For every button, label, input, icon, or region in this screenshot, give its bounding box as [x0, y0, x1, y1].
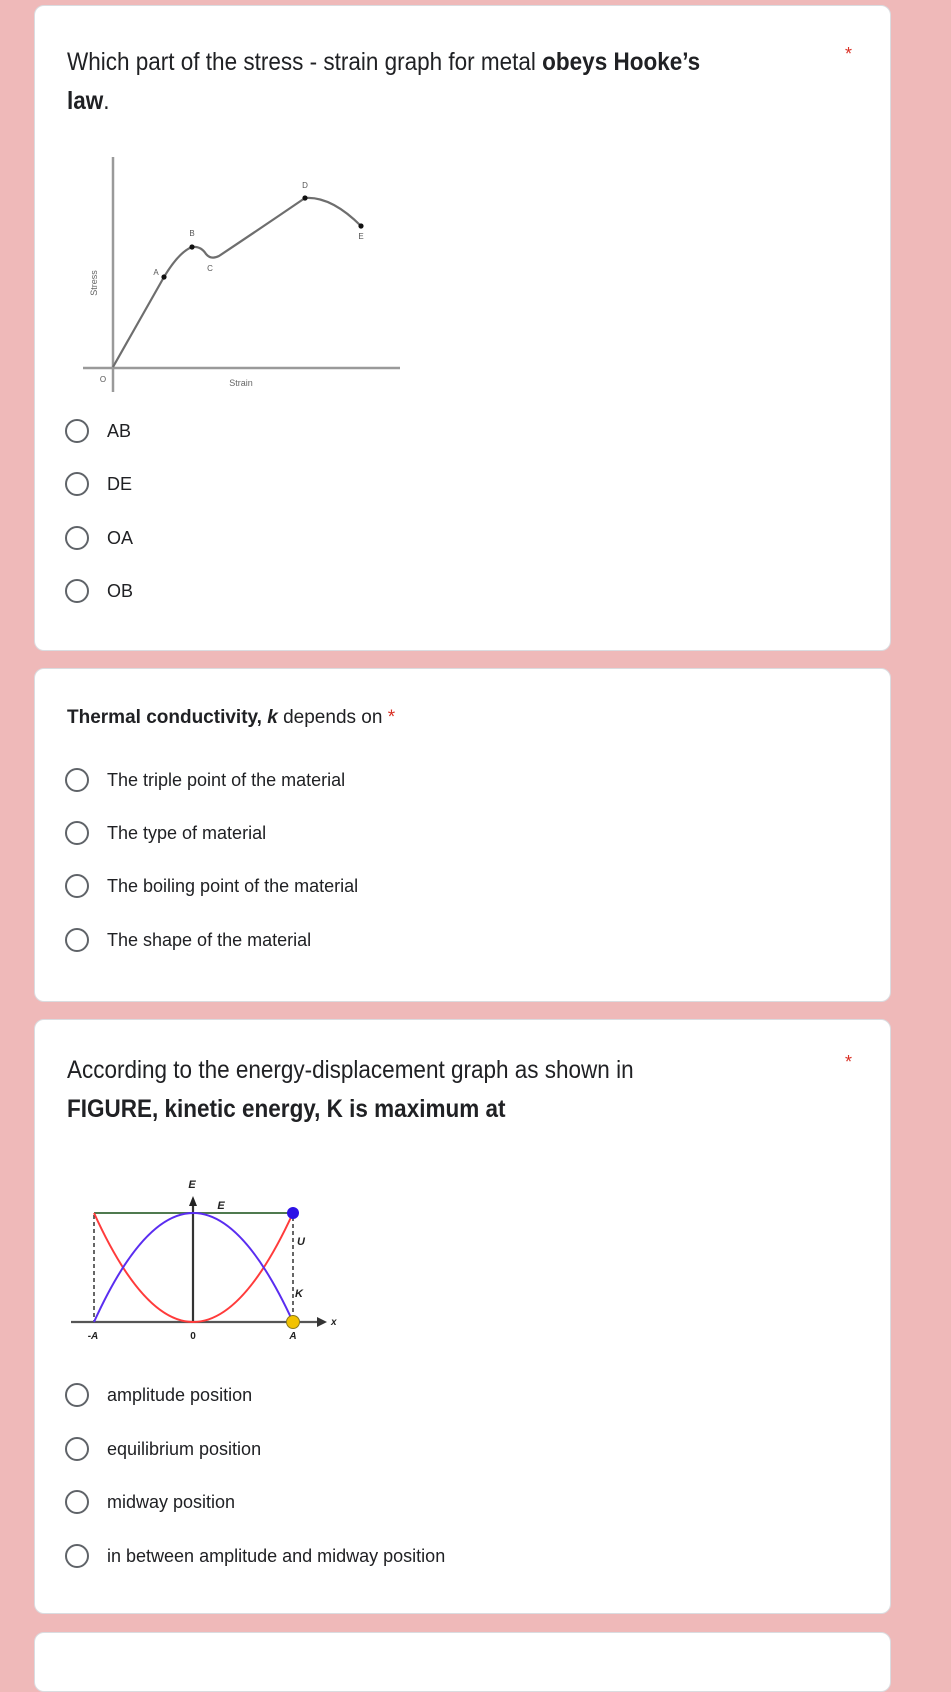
question-title	[67, 1050, 634, 1090]
option-label: The triple point of the material	[107, 769, 346, 790]
option-in-between[interactable]	[65, 1536, 445, 1576]
radio-button[interactable]	[65, 768, 89, 792]
point-label-a: A	[153, 268, 159, 277]
option-label: The type of material	[107, 822, 267, 843]
stress-strain-graph	[80, 151, 410, 411]
question-title-text: Which part of the stress - strain graph for metal	[67, 48, 543, 76]
option-ob[interactable]	[65, 571, 133, 611]
radio-button[interactable]	[65, 928, 89, 952]
total-energy-label: E	[217, 1200, 225, 1212]
option-de[interactable]	[65, 464, 132, 504]
question-title-bold: FIGURE	[67, 1095, 153, 1123]
option-oa[interactable]	[65, 518, 133, 558]
radio-button[interactable]	[65, 874, 89, 898]
point-label-e: E	[358, 232, 364, 241]
option-label: OB	[107, 580, 134, 601]
y-axis-label: E	[188, 1179, 196, 1191]
radio-button[interactable]	[65, 526, 89, 550]
question-title-bold: , kinetic energy, K is maximum at	[152, 1095, 506, 1123]
point-label-b: B	[189, 229, 195, 238]
required-asterisk: *	[845, 1052, 853, 1072]
question-title	[67, 42, 700, 82]
point-label-c: C	[207, 264, 213, 273]
question-title-bold: law	[67, 87, 104, 115]
radio-button[interactable]	[65, 419, 89, 443]
tick-label-a: A	[289, 1331, 297, 1342]
origin-label: O	[99, 375, 107, 384]
radio-button[interactable]	[65, 472, 89, 496]
potential-energy-label: U	[297, 1236, 305, 1248]
option-label: The shape of the material	[107, 929, 312, 950]
option-label: midway position	[107, 1491, 236, 1512]
question-card-next	[34, 1632, 891, 1692]
x-axis-label: x	[331, 1317, 337, 1328]
question-title	[67, 705, 395, 731]
option-boiling-point[interactable]	[65, 866, 358, 906]
question-title-bold: obeys Hooke’s	[542, 48, 701, 76]
option-label: AB	[107, 420, 132, 441]
option-label: OA	[107, 527, 134, 548]
radio-button[interactable]	[65, 1544, 89, 1568]
required-asterisk: *	[387, 707, 396, 728]
question-card-hookes-law	[34, 5, 891, 651]
kinetic-energy-label: K	[295, 1288, 303, 1300]
option-shape[interactable]	[65, 920, 311, 960]
question-card-thermal-conductivity	[34, 668, 891, 1002]
option-ab[interactable]	[65, 411, 131, 451]
question-title-line2	[67, 81, 110, 121]
question-title-bold: Thermal conductivity,	[67, 707, 268, 728]
radio-button[interactable]	[65, 1383, 89, 1407]
x-axis-label: Strain	[229, 378, 253, 388]
question-title-text: .	[103, 87, 110, 115]
question-title-italic: k	[267, 707, 278, 728]
radio-button[interactable]	[65, 579, 89, 603]
question-card-kinetic-energy	[34, 1019, 891, 1614]
radio-button[interactable]	[65, 1437, 89, 1461]
radio-button[interactable]	[65, 1490, 89, 1514]
point-label-d: D	[302, 181, 308, 190]
option-equilibrium-position[interactable]	[65, 1429, 261, 1469]
tick-label-neg-a: -A	[87, 1331, 99, 1342]
energy-displacement-graph	[63, 1161, 373, 1366]
option-label: DE	[107, 473, 133, 494]
option-label: The boiling point of the material	[107, 875, 359, 896]
question-title-line2	[67, 1089, 505, 1129]
question-title-text: According to the energy-displacement graph as shown in	[67, 1056, 634, 1084]
radio-button[interactable]	[65, 821, 89, 845]
option-label: amplitude position	[107, 1384, 253, 1405]
option-label: in between amplitude and midway position	[107, 1545, 446, 1566]
option-type-of-material[interactable]	[65, 813, 266, 853]
option-triple-point[interactable]	[65, 760, 345, 800]
option-amplitude-position[interactable]	[65, 1375, 252, 1415]
tick-label-zero: 0	[190, 1331, 196, 1342]
option-midway-position[interactable]	[65, 1482, 235, 1522]
question-title-text: depends on	[277, 707, 388, 728]
required-asterisk: *	[845, 44, 853, 64]
option-label: equilibrium position	[107, 1438, 262, 1459]
y-axis-label: Stress	[89, 270, 99, 296]
